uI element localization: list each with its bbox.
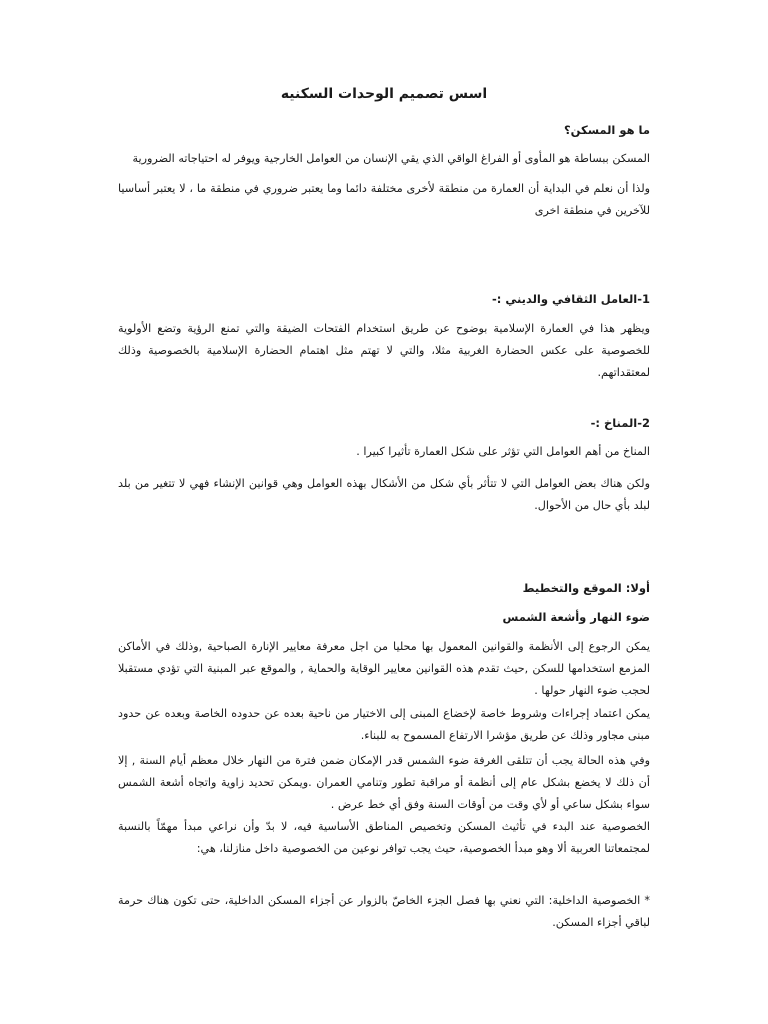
paragraph-daylight-1: يمكن الرجوع إلى الأنظمة والقوانين المعمول بها محليا من اجل معرفة معايير الإنارة الصباحية ,وذلك في الأماكن المزمع استخدامها للسكن ,حيث تقدم هذه القوانين معايير الوقاية والحماية , والموقع عبر المبنية التي تؤدي مستقبلا لحجب ضوء النهار حولها . bbox=[118, 640, 650, 697]
heading-site-planning: أولا: الموقع والتخطيط bbox=[522, 581, 650, 595]
heading-climate: 2-المناخ :- bbox=[590, 416, 650, 430]
paragraph-privacy: الخصوصية عند البدء في تأثيث المسكن وتخصيص المناطق الأساسية فيه، لا بدّ وأن نراعي مبدأ مهمّاً بالنسبة لمجتمعاتنا العربية ألا وهو مبدأ الخصوصية، حيث يجب توافر نوعين من الخصوصية داخل منازلنا، هي: bbox=[118, 820, 650, 855]
paragraph-cultural: ويظهر هذا في العمارة الإسلامية بوضوح عن طريق استخدام الفتحات الضيقة والتي تمنع الرؤية وتضع الأولوية للخصوصية على عكس الحضارة الغربية مثلا، والتي لا تهتم مثل اهتمام الحضارة الإسلامية بالخصوصية وذلك لمعتقداتهم. bbox=[118, 322, 650, 379]
paragraph-definition: المسكن ببساطة هو المأوى أو الفراغ الواقي الذي يقي الإنسان من العوامل الخارجية ويوفر له احتياجاته الضرورية bbox=[132, 152, 650, 165]
paragraph-climate-2: ولكن هناك بعض العوامل التي لا تتأثر بأي شكل من الأشكال بهذه العوامل وهي قوانين الإنشاء فهي لا تتغير من بلد لبلد بأي حال من الأحوال. bbox=[118, 477, 650, 512]
paragraph-climate-1: المناخ من أهم العوامل التي تؤثر على شكل العمارة تأثيرا كبيرا . bbox=[356, 445, 650, 458]
paragraph-daylight-2: يمكن اعتماد إجراءات وشروط خاصة لإخضاع المبنى إلى الاختيار من ناحية بعده عن حدوده الخاصة وبعده عن حدود مبنى مجاور وذلك عن طريق مؤشرا الارتفاع المسموح به للبناء. bbox=[118, 707, 650, 742]
heading-daylight: ضوء النهار وأشعة الشمس bbox=[502, 610, 650, 624]
document-title: اسس تصميم الوحدات السكنيه bbox=[280, 86, 488, 102]
heading-cultural-factor: 1-العامل الثقافي والديني :- bbox=[491, 292, 650, 306]
paragraph-daylight-3: وفي هذه الحالة يجب أن تتلقى الغرفة ضوء الشمس قدر الإمكان ضمن فترة من النهار خلال معظم أيام السنة , إلا أن ذلك لا يخضع بشكل عام إلى أنظمة أو مراقبة تطور وتنامي العمران .ويمكن تحديد زاوية واتجاه أشعة الشمس سواء بشكل ساعي أو لأي وقت من أوقات السنة وفق أي خط عرض . bbox=[118, 754, 650, 811]
heading-what-is-dwelling: ما هو المسكن؟ bbox=[563, 123, 650, 137]
paragraph-internal-privacy: * الخصوصية الداخلية: التي نعني بها فصل الجزء الخاصّ بالزوار عن أجزاء المسكن الداخلية، حتى تكون هناك حرمة لباقي أجزاء المسكن. bbox=[118, 894, 650, 929]
paragraph-intro: ولذا أن نعلم في البداية أن العمارة من منطقة لأخرى مختلفة دائما وما يعتبر ضروري في منطقة ما ، لا يعتبر أساسيا للآخرين في منطقة اخرى bbox=[118, 182, 650, 217]
